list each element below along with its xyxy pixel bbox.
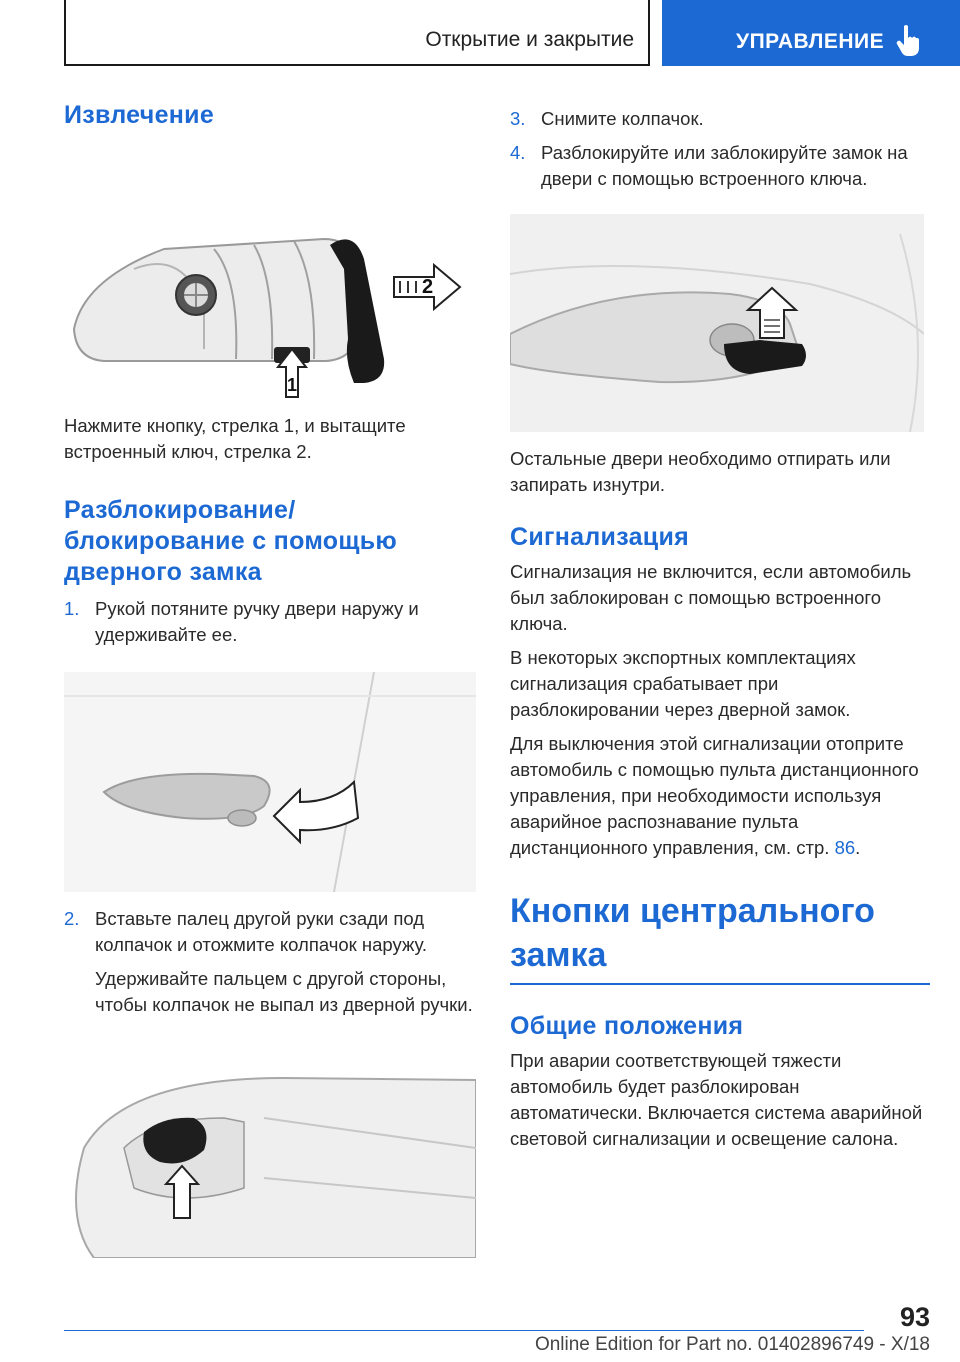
- door-handle-pull-illustration: [64, 672, 476, 892]
- heading-central-lock-buttons: [510, 889, 930, 977]
- alarm-paragraph-3: [510, 731, 930, 861]
- arrow-2: [394, 265, 460, 309]
- step-2-extra: Удерживайте пальцем с другой стороны, чтобы колпачок не выпал из дверной ручки.: [95, 968, 473, 1015]
- step-3-text: Снимите колпачок.: [541, 108, 704, 129]
- page-number: 93: [899, 1302, 930, 1332]
- step-2-number: 2.: [64, 908, 80, 929]
- heading-underline: [510, 983, 930, 985]
- footer-edition: Online Edition for Part no. 01402896749 - X/18: [534, 1334, 930, 1355]
- other-doors-note: Остальные двери необходимо отпирать или запирать изнутри.: [510, 448, 891, 495]
- heading-unlock-line3: дверного замка: [64, 558, 262, 586]
- header-section-title: [64, 0, 650, 66]
- alarm-paragraph-2: В некоторых экспортных комплектациях сигнализация срабатывает при разблокировании через дверной замок.: [510, 647, 856, 720]
- chapter-label: УПРАВЛЕНИЕ: [736, 30, 885, 53]
- door-handle-cap-illustration: [64, 1058, 476, 1258]
- heading-unlock-line2: блокирование с помощью: [64, 527, 398, 555]
- heading-unlock-line1: Разблокирование/: [64, 496, 296, 524]
- footer-divider: [64, 1330, 864, 1331]
- step-3-number: 3.: [510, 108, 526, 129]
- key-fob-illustration: [64, 169, 476, 399]
- alarm-paragraph-3-end: .: [855, 837, 861, 858]
- pointing-hand-icon: [896, 24, 922, 56]
- heading-general: Общие положения: [510, 1012, 744, 1040]
- step-4-number: 4.: [510, 142, 526, 163]
- alarm-paragraph-1: Сигнализация не включится, если автомобиль был заблокирован с помощью встроенного ключа.: [510, 561, 912, 634]
- step-3: [510, 106, 930, 132]
- general-paragraph: При аварии соответствующей тяжести автомобиль будет разблокирован автоматически. Включается система аварийной световой сигнализации и освещение салона.: [510, 1050, 923, 1149]
- step-1: [64, 596, 476, 648]
- step-1-text: Рукой потяните ручку двери наружу и удерживайте ее.: [95, 598, 419, 645]
- step-4: [510, 140, 930, 192]
- arrow-1-label: 1: [287, 375, 298, 395]
- step-2: [64, 906, 476, 958]
- alarm-paragraph-3-text: Для выключения этой сигнализации отоприте автомобиль с помощью пульта дистанционного управления, при необходимости используя аварийное распознавание пульта дистанционного управления, см. стр.: [510, 733, 919, 858]
- heading-buttons-line2: замка: [510, 936, 607, 974]
- heading-alarm: Сигнализация: [510, 523, 690, 551]
- step-2-text: Вставьте палец другой руки сзади под колпачок и отожмите колпачок наружу.: [95, 908, 428, 955]
- step-1-number: 1.: [64, 598, 80, 619]
- heading-extract: Извлечение: [64, 101, 215, 129]
- section-label: Открытие и закрытие: [425, 28, 634, 51]
- step-4-text: Разблокируйте или заблокируйте замок на двери с помощью встроенного ключа.: [541, 142, 908, 189]
- extract-instruction: Нажмите кнопку, стрелка 1, и вытащите встроенный ключ, стрелка 2.: [64, 415, 406, 462]
- key-insert-lock-illustration: [510, 214, 924, 432]
- arrow-2-label: 2: [422, 276, 434, 298]
- page-reference-link[interactable]: 86: [834, 837, 856, 858]
- heading-unlock: [64, 495, 476, 588]
- heading-buttons-line1: Кнопки центрального: [510, 892, 875, 930]
